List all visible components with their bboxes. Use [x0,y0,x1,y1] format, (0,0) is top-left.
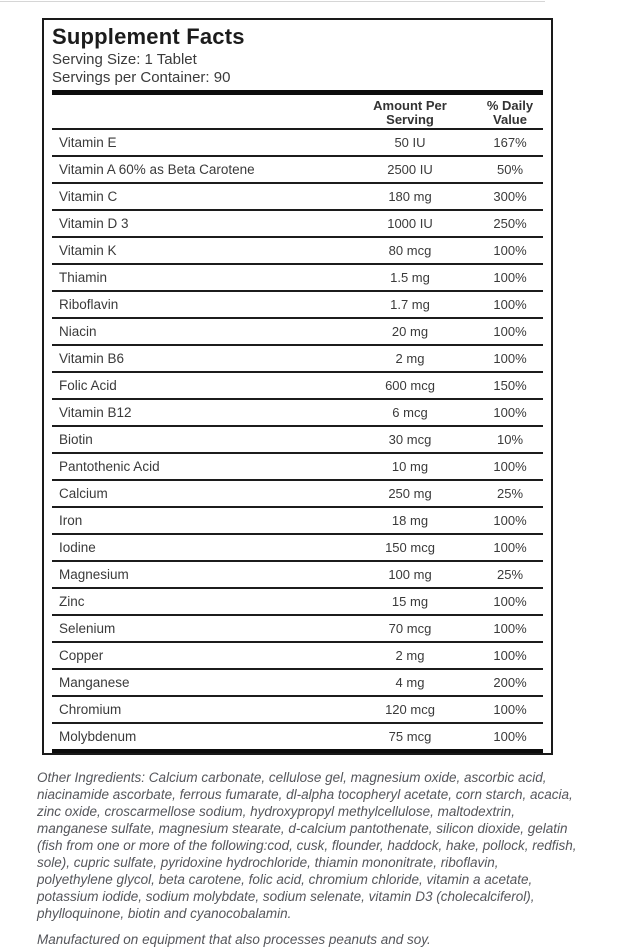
table-row [52,346,543,373]
facts-rows [52,130,543,753]
table-row [52,130,543,157]
row-name: Selenium [59,621,116,636]
column-header-row [52,95,543,130]
daily-value-column-header [477,99,543,127]
table-row [52,562,543,589]
row-amount: 4 mg [395,675,425,690]
row-name: Riboflavin [59,297,119,312]
row-name: Chromium [59,702,122,717]
row-name: Zinc [59,594,85,609]
row-daily: 300% [493,189,527,204]
row-name: Iron [59,513,83,528]
row-name: Thiamin [59,270,108,285]
row-daily: 100% [493,621,527,636]
row-name: Copper [59,648,104,663]
row-daily: 100% [493,513,527,528]
row-amount: 250 mg [388,486,432,501]
row-amount: 15 mg [391,594,429,609]
row-name: Niacin [59,324,97,339]
row-daily: 100% [493,297,527,312]
row-daily: 100% [493,729,527,744]
row-amount: 30 mcg [388,432,432,447]
table-row [52,589,543,616]
row-name: Vitamin B6 [59,351,125,366]
row-name: Manganese [59,675,130,690]
row-daily: 200% [493,675,527,690]
row-amount: 50 IU [394,135,426,150]
row-amount: 18 mg [391,513,429,528]
table-row [52,184,543,211]
amount-header-line2: Serving [386,112,434,127]
table-row [52,265,543,292]
row-daily: 100% [493,648,527,663]
table-row [52,319,543,346]
table-row [52,400,543,427]
row-amount: 70 mcg [388,621,432,636]
row-daily: 100% [493,270,527,285]
row-daily: 150% [493,378,527,393]
row-name: Magnesium [59,567,129,582]
table-row [52,454,543,481]
row-name: Vitamin B12 [59,405,132,420]
row-daily: 100% [493,594,527,609]
table-row [52,292,543,319]
row-amount: 150 mcg [385,540,435,555]
table-row [52,616,543,643]
table-row [52,697,543,724]
row-daily: 50% [496,162,524,177]
row-amount: 1000 IU [387,216,433,231]
row-amount: 75 mcg [388,729,432,744]
row-daily: 250% [493,216,527,231]
row-name: Pantothenic Acid [59,459,160,474]
row-daily: 100% [493,702,527,717]
table-row [52,670,543,697]
row-amount: 100 mg [388,567,432,582]
table-row [52,643,543,670]
serving-size-line: Serving Size: 1 Tablet [52,51,197,68]
row-amount: 1.7 mg [390,297,430,312]
row-name: Vitamin K [59,243,117,258]
panel-title: Supplement Facts [52,24,245,49]
row-name: Vitamin C [59,189,118,204]
row-name: Vitamin E [59,135,117,150]
other-ingredients-paragraph: Other Ingredients: Calcium carbonate, cellulose gel, magnesium oxide, ascorbic acid, niacinamide ascorbate, ferrous fumarate, dl-alpha tocopheryl acetate, corn starch, acacia, zinc oxide, croscarmellose sodium, hydroxypropyl methylcellulose, maltodextrin, manganese sulfate, magnesium stearate, d-calcium pantothenate, silicon dioxide, gelatin (fish from one or more of the following:cod, cusk, flounder, haddock, hake, pollock, redfish, sole), cupric sulfate, pyridoxine hydrochloride, thiamin mononitrate, riboflavin, polyethylene glycol, beta carotene, folic acid, chromium chloride, vitamin a acetate, potassium iodide, sodium molybdate, sodium selenate, vitamin D3 (cholecalciferol), phylloquinone, biotin and cyanocobalamin. [37,770,577,921]
row-name: Folic Acid [59,378,117,393]
row-amount: 120 mcg [385,702,435,717]
servings-per-container-line: Servings per Container: 90 [52,68,231,86]
amount-header-line1: Amount Per [373,98,447,113]
row-daily: 100% [493,540,527,555]
table-row [52,724,543,753]
row-name: Vitamin A 60% as Beta Carotene [59,162,255,177]
row-amount: 20 mg [391,324,429,339]
row-name: Biotin [59,432,93,447]
table-row [52,373,543,400]
supplement-facts-panel [42,18,553,755]
row-amount: 80 mcg [388,243,432,258]
row-amount: 6 mcg [392,405,428,420]
table-row [52,238,543,265]
row-amount: 180 mg [388,189,432,204]
row-daily: 10% [496,432,524,447]
table-row [52,481,543,508]
row-daily: 100% [493,351,527,366]
daily-header-line2: Value [493,112,527,127]
row-amount: 2500 IU [387,162,433,177]
row-amount: 2 mg [395,351,425,366]
row-amount: 1.5 mg [390,270,430,285]
allergen-note-paragraph: Manufactured on equipment that also processes peanuts and soy. [37,932,431,947]
row-amount: 600 mcg [385,378,435,393]
table-row [52,427,543,454]
row-amount: 10 mg [391,459,429,474]
row-name: Molybdenum [59,729,137,744]
table-row [52,157,543,184]
row-daily: 100% [493,405,527,420]
row-daily: 167% [493,135,527,150]
table-row [52,535,543,562]
row-daily: 100% [493,243,527,258]
footer-paragraphs [37,769,578,948]
row-amount: 2 mg [395,648,425,663]
row-daily: 100% [493,459,527,474]
row-name: Vitamin D 3 [59,216,129,231]
table-row [52,508,543,535]
daily-header-line1: % Daily [486,98,534,113]
table-row [52,211,543,238]
row-name: Iodine [59,540,96,555]
amount-column-header [343,99,477,127]
row-daily: 25% [496,486,524,501]
row-daily: 25% [496,567,524,582]
row-name: Calcium [59,486,108,501]
page-edge-line [0,1,545,2]
row-daily: 100% [493,324,527,339]
